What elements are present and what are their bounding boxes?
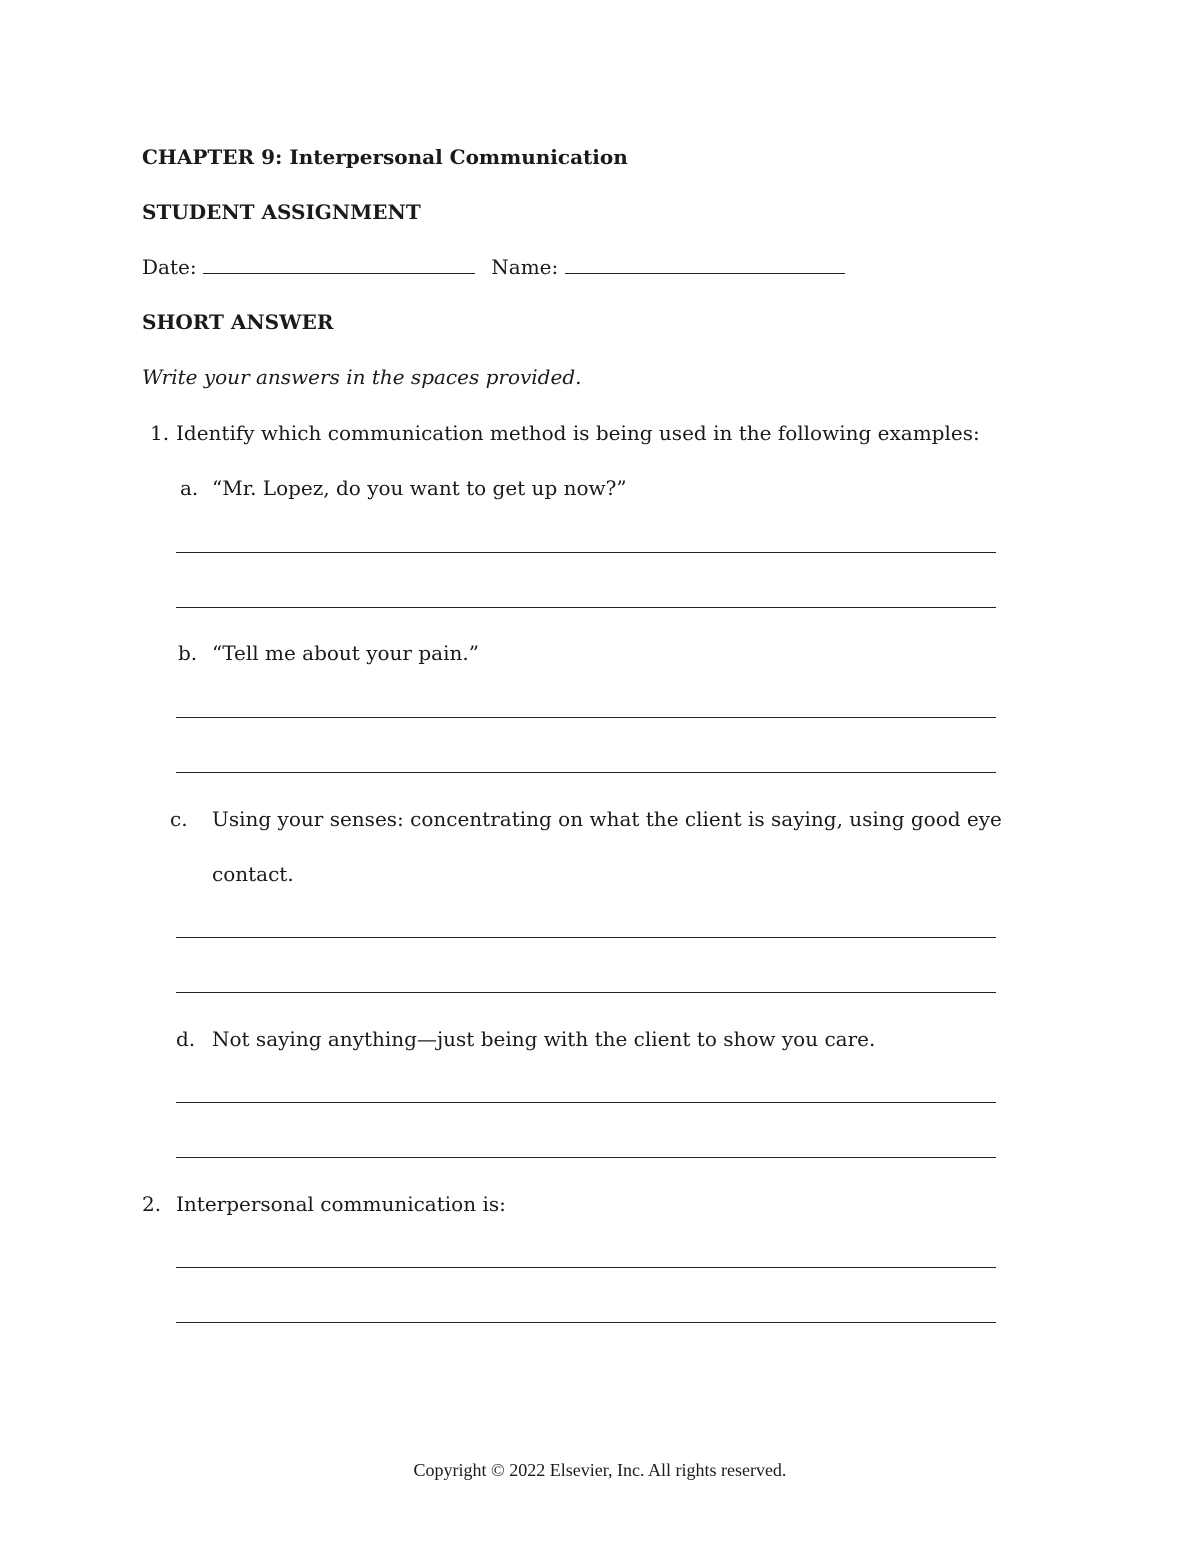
item-text: Not saying anything—just being with the client to show you care. <box>212 1027 876 1051</box>
item-text: Using your senses: concentrating on what the client is saying, using good eye <box>212 807 1002 831</box>
date-label: Date: <box>142 255 197 279</box>
name-field[interactable] <box>565 273 845 274</box>
item-text-continued: contact. <box>212 862 294 886</box>
answer-line[interactable] <box>176 607 996 608</box>
item-letter: d. <box>176 1027 196 1051</box>
answer-line[interactable] <box>176 772 996 773</box>
item-letter: b. <box>178 641 198 665</box>
answer-line[interactable] <box>176 1157 996 1158</box>
answer-line[interactable] <box>176 552 996 553</box>
answer-line[interactable] <box>176 937 996 938</box>
chapter-title: CHAPTER 9: Interpersonal Communication <box>142 145 628 169</box>
item-letter: a. <box>180 476 199 500</box>
question-number: 1. <box>150 421 170 445</box>
question-text: Interpersonal communication is: <box>176 1192 506 1216</box>
section-heading: SHORT ANSWER <box>142 310 334 334</box>
answer-line[interactable] <box>176 1322 996 1323</box>
answer-line[interactable] <box>176 1102 996 1103</box>
assignment-label: STUDENT ASSIGNMENT <box>142 200 421 224</box>
name-label: Name: <box>491 255 559 279</box>
copyright-footer: Copyright © 2022 Elsevier, Inc. All rights reserved. <box>413 1460 787 1480</box>
item-text: “Mr. Lopez, do you want to get up now?” <box>212 476 627 500</box>
instructions: Write your answers in the spaces provided. <box>142 365 582 389</box>
question-number: 2. <box>142 1192 162 1216</box>
date-field[interactable] <box>203 273 475 274</box>
date-name-row <box>142 254 845 280</box>
item-letter: c. <box>170 807 188 831</box>
question-text: Identify which communication method is being used in the following examples: <box>176 421 980 445</box>
answer-line[interactable] <box>176 992 996 993</box>
answer-line[interactable] <box>176 717 996 718</box>
answer-line[interactable] <box>176 1267 996 1268</box>
item-text: “Tell me about your pain.” <box>212 641 479 665</box>
